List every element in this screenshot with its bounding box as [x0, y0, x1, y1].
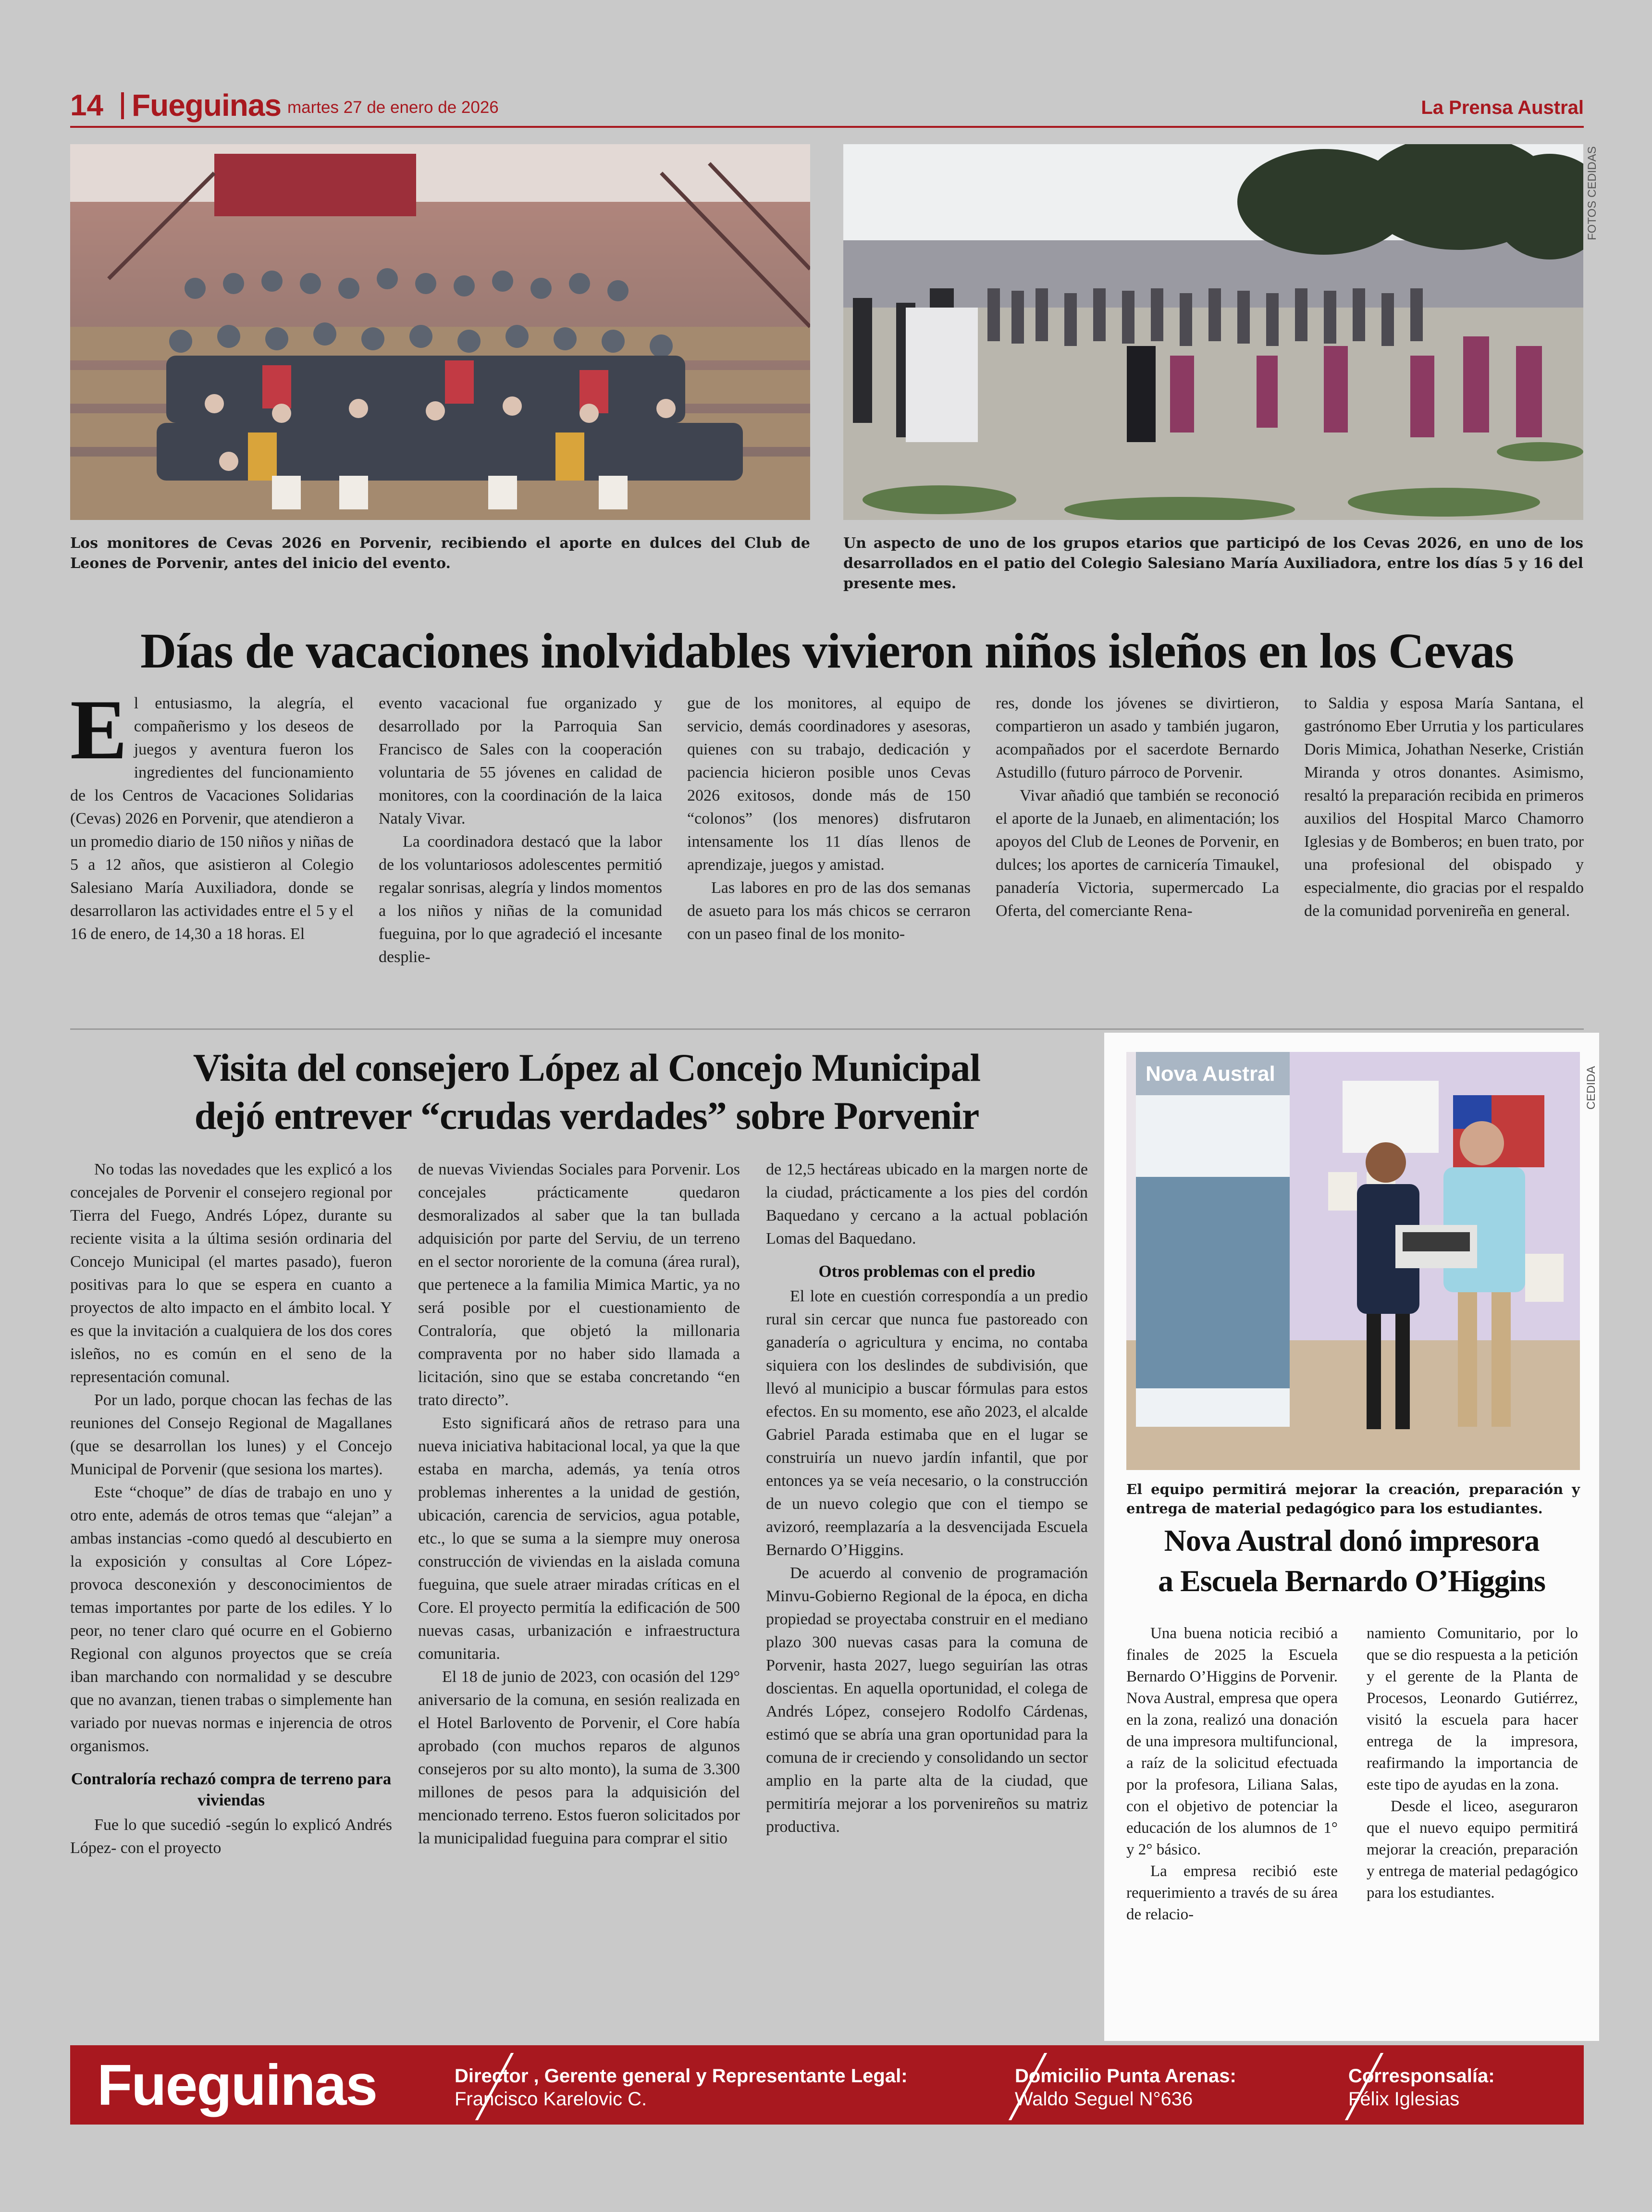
footer-correspondent-label: Corresponsalía:: [1348, 2065, 1495, 2087]
article2-col3: [766, 1158, 1088, 1839]
footer-brand: Fueguinas: [97, 2053, 377, 2117]
paragraph: namiento Comunitario, por lo que se dio respuesta a la petición y el gerente de la Planta de Procesos, Leonardo Gutiérrez, visitó la escuela para hacer entrega de la impresora, reafirmando la importancia de este tipo de ayudas en la zona.: [1367, 1625, 1578, 1793]
page-number: 14: [70, 89, 103, 122]
paragraph: La coordinadora destacó que la labor de los voluntariosos adolescentes permitió regalar sonrisas, alegría y lindos momentos a los niños y niñas de la comunidad fueguina, por lo que agradeció el incesante desplie-: [379, 833, 662, 966]
footer-director-label: Director , Gerente general y Representante Legal:: [455, 2065, 908, 2087]
article2-col1: [70, 1158, 392, 1860]
article1-col2: [379, 692, 662, 969]
group-photo-illustration: [70, 144, 810, 520]
paragraph: Las labores en pro de las dos semanas de asueto para los más chicos se cerraron con un paseo final de los monito-: [687, 879, 971, 943]
article2-col2: [418, 1158, 740, 1850]
banner-brand: Nova Austral: [1146, 1062, 1275, 1086]
subheading: Contraloría rechazó compra de terreno para viviendas: [71, 1769, 392, 1809]
donation-photo-illustration: [1126, 1052, 1580, 1470]
paragraph: Por un lado, porque chocan las fechas de las reuniones del Consejo Regional de Magallanes (que se desarrollan los lunes) y el Concejo Municipal de Porvenir (que sesiona los martes).: [70, 1391, 392, 1478]
article3-headline: [1114, 1520, 1590, 1601]
paragraph: l entusiasmo, la alegría, el compañerismo y los deseos de juegos y aventura fueron los ingredientes del funcionamiento de los Centros de Vacaciones Solidarias (Cevas) 2026 en Porvenir, que atendieron a un promedio diario de 150 niños y niñas de 5 a 12 años, que asistieron al Colegio Salesiano María Auxiliadora, donde se desarrollaron las actividades entre el 5 y el 16 de enero, de 14,30 a 18 horas. El: [70, 694, 354, 943]
article1-col3: [687, 692, 971, 946]
article3-box: [1104, 1033, 1599, 2041]
photo-credit: CEDIDA: [1585, 1066, 1598, 1110]
page-header: [70, 87, 1584, 128]
article1-col5: [1304, 692, 1584, 923]
caption-right: Un aspecto de uno de los grupos etarios que participó de los Cevas 2026, en uno de los desarrollados en el patio del Colegio Salesiano María Auxiliadora, entre los días 5 y 16 del presente mes.: [843, 535, 1583, 592]
article1-col1: [70, 682, 354, 946]
paragraph: El 18 de junio de 2023, con ocasión del 129° aniversario de la comuna, en sesión realizada en el Hotel Barlovento de Porvenir, el Core había aprobado (con muchos reparos de algunos consejeros por su alto monto), la suma de 3.300 millones de pesos para la adquisición del mencionado terreno. Estos fueron solicitados por la municipalidad fueguina para comprar el sitio: [418, 1668, 740, 1847]
article3-col1: [1126, 1623, 1338, 1926]
footer-director-name: Francisco Karelovic C.: [455, 2088, 647, 2110]
article3-col2: [1367, 1623, 1578, 1904]
paragraph: No todas las novedades que les explicó a los concejales de Porvenir el consejero regional por Tierra del Fuego, Andrés López, durante su reciente visita a la última sesión ordinaria del Concejo Municipal (el martes pasado), fueron positivas para lo que se espera en cuanto a proyectos de alto impacto en el ámbito local. Y es que la invitación a cualquiera de los dos cores isleños, no es común en el seno de la representación comunal.: [70, 1161, 392, 1386]
section-title: Fueguinas: [132, 88, 282, 123]
paragraph: Desde el liceo, aseguraron que el nuevo equipo permitirá mejorar la creación, preparación y entrega de material pedagógico para los estudiantes.: [1367, 1798, 1578, 1902]
headline-line: Visita del consejero López al Concejo Municipal: [193, 1046, 981, 1089]
paragraph: La empresa recibió este requerimiento a través de su área de relacio-: [1126, 1863, 1338, 1923]
issue-date: martes 27 de enero de 2026: [287, 98, 499, 117]
caption-left: Los monitores de Cevas 2026 en Porvenir, recibiendo el aporte en dulces del Club de Leones de Porvenir, antes del inicio del evento.: [70, 535, 810, 572]
footer-address: [1015, 2064, 1236, 2111]
paragraph: de nuevas Viviendas Sociales para Porvenir. Los concejales prácticamente quedaron desmoralizados al saber que la tan bullada adquisición por parte del Serviu, de un terreno en el sector nororiente de la comuna (área rural), que pertenece a la familia Mimica Martic, ya no será posible por el cuestionamiento de Contraloría, que objetó la millonaria compraventa por no haber sido llamada a licitación, sino que se estaba concretando “en trato directo”.: [418, 1161, 740, 1409]
section-divider: [70, 1028, 1584, 1030]
newspaper-name: La Prensa Austral: [1421, 97, 1584, 118]
paragraph: Esto significará años de retraso para una nueva iniciativa habitacional local, ya que la que estaba en marcha, además, ya tenía otros problemas inherentes a la unidad de gestión, ubicación, carencia de servicios, agua potable, etc., lo que se suma a la siempre muy onerosa construcción de viviendas en la aislada comuna fueguina, que suele atraer miradas críticas en el Core. El proyecto permitía la edificación de 500 nuevas casas, urbanización e infraestructura comunitaria.: [418, 1414, 740, 1663]
subheading: Otros problemas con el predio: [818, 1262, 1036, 1281]
headline-line: dejó entrever “crudas verdades” sobre Porvenir: [194, 1094, 979, 1137]
headline-line: Nova Austral donó impresora: [1164, 1523, 1540, 1557]
photo-credit: FOTOS CEDIDAS: [1586, 146, 1599, 240]
photo-printer-donation: [1126, 1052, 1580, 1470]
paragraph: Vivar añadió que también se reconoció el aporte de la Junaeb, en alimentación; los apoyos del Club de Leones de Porvenir, en dulces; los aportes de carnicería Timaukel, panadería Victoria, supermercado La Oferta, del comerciante Rena-: [996, 787, 1279, 920]
footer-correspondent-name: Félix Iglesias: [1348, 2088, 1460, 2110]
footer-director: [455, 2064, 908, 2111]
paragraph: Una buena noticia recibió a finales de 2025 la Escuela Bernardo O’Higgins de Porvenir. Nova Austral, empresa que opera en la zona, realizó una donación de una impresora multifuncional, a raíz de la solicitud efectuada por la profesora, Liliana Salas, con el objetivo de potenciar la educación de los alumnos de 1° y 2° básico.: [1126, 1625, 1338, 1858]
photo-children-patio: [843, 144, 1583, 520]
footer-correspondent: [1348, 2064, 1495, 2111]
paragraph: El lote en cuestión correspondía a un predio rural sin cercar que nunca fue pastoreado con ganadería o agricultura y encima, no contaba siquiera con los deslindes de subdivisión, que llevó al municipio a buscar fórmulas para estos efectos. En su momento, ese año 2023, el alcalde Gabriel Parada estimaba que en el lugar se construiría un nuevo jardín infantil, que por entonces ya se veía necesario, o la construcción de un nuevo colegio que con el tiempo se avizoró, reemplazaría a la desvencijada Escuela Bernardo O’Higgins.: [766, 1287, 1088, 1559]
page-footer: [70, 2045, 1584, 2125]
caption: El equipo permitirá mejorar la creación, preparación y entrega de material pedagógico para los estudiantes.: [1126, 1481, 1580, 1517]
paragraph: to Saldia y esposa María Santana, el gastrónomo Eber Urrutia y los particulares Doris Mimica, Johathan Neserke, Cristián Miranda y otros donantes. Asimismo, resaltó la preparación recibida en primeros auxilios del Hospital Marco Chamorro Iglesias y de Bomberos; en buen trato, por una profesional del obispado y especialmente, dio gracias por el respaldo de la comunidad porvenireña en general.: [1304, 694, 1584, 920]
article1-col4: [996, 692, 1279, 923]
header-divider: [121, 92, 124, 119]
footer-address-label: Domicilio Punta Arenas:: [1015, 2065, 1236, 2087]
patio-photo-illustration: [843, 144, 1583, 520]
paragraph: De acuerdo al convenio de programación Minvu-Gobierno Regional de la época, en dicha propiedad se proyectaba construir en el mediano plazo 300 nuevas casas para la comuna de Porvenir, hasta 2027, luego seguirían las otras doscientas. En aquella oportunidad, el colega de Andrés López, consejero Rodolfo Cárdenas, estimó que se abría una gran oportunidad para la comuna de ir creciendo y consolidando un sector amplio en la parte alta de la ciudad, que permitiría mejorar a los porvenireños su matriz productiva.: [766, 1564, 1088, 1836]
photo-monitors-group: [70, 144, 810, 520]
paragraph: evento vacacional fue organizado y desarrollado por la Parroquia San Francisco de Sales con la cooperación voluntaria de 55 jóvenes en calidad de monitores, con la coordinación de la laica Nataly Vivar.: [379, 694, 662, 828]
headline-line: a Escuela Bernardo O’Higgins: [1158, 1564, 1545, 1598]
footer-address-value: Waldo Seguel N°636: [1015, 2088, 1193, 2110]
paragraph: gue de los monitores, al equipo de servicio, demás coordinadores y asesoras, quienes con su trabajo, dedicación y paciencia hicieron posible unos Cevas 2026 exitosos, donde más de 150 “colonos” (los menores) disfrutaron intensamente los 11 días llenos de aprendizaje, juegos y amistad.: [687, 694, 971, 874]
paragraph: Fue lo que sucedió -según lo explicó Andrés López- con el proyecto: [70, 1816, 392, 1857]
dropcap: E: [70, 682, 127, 777]
article2-headline: [70, 1044, 1103, 1140]
paragraph: Este “choque” de días de trabajo en uno y otro ente, además de otros temas que “alejan” a ambas instancias -como quedó al descubierto en la exposición y consultas al Core López- provoca desconexión y desconocimientos de temas importantes por parte de los ediles. Y lo peor, no tener claro qué ocurre en el Gobierno Regional con algunos proyectos que se creía iban marchando con normalidad y se descubre que no avanzan, tienen trabas o simplemente han variado por nuevas normas e injerencia de otros organismos.: [70, 1483, 392, 1755]
paragraph: de 12,5 hectáreas ubicado en la margen norte de la ciudad, prácticamente a los pies del cordón Baquedano y cercano a la actual población Lomas del Baquedano.: [766, 1161, 1088, 1248]
paragraph: res, donde los jóvenes se divirtieron, compartieron un asado y también jugaron, acompañados por el sacerdote Bernardo Astudillo (futuro párroco de Porvenir.: [996, 694, 1279, 781]
article1-headline: Días de vacaciones inolvidables vivieron niños isleños en los Cevas: [140, 623, 1514, 679]
